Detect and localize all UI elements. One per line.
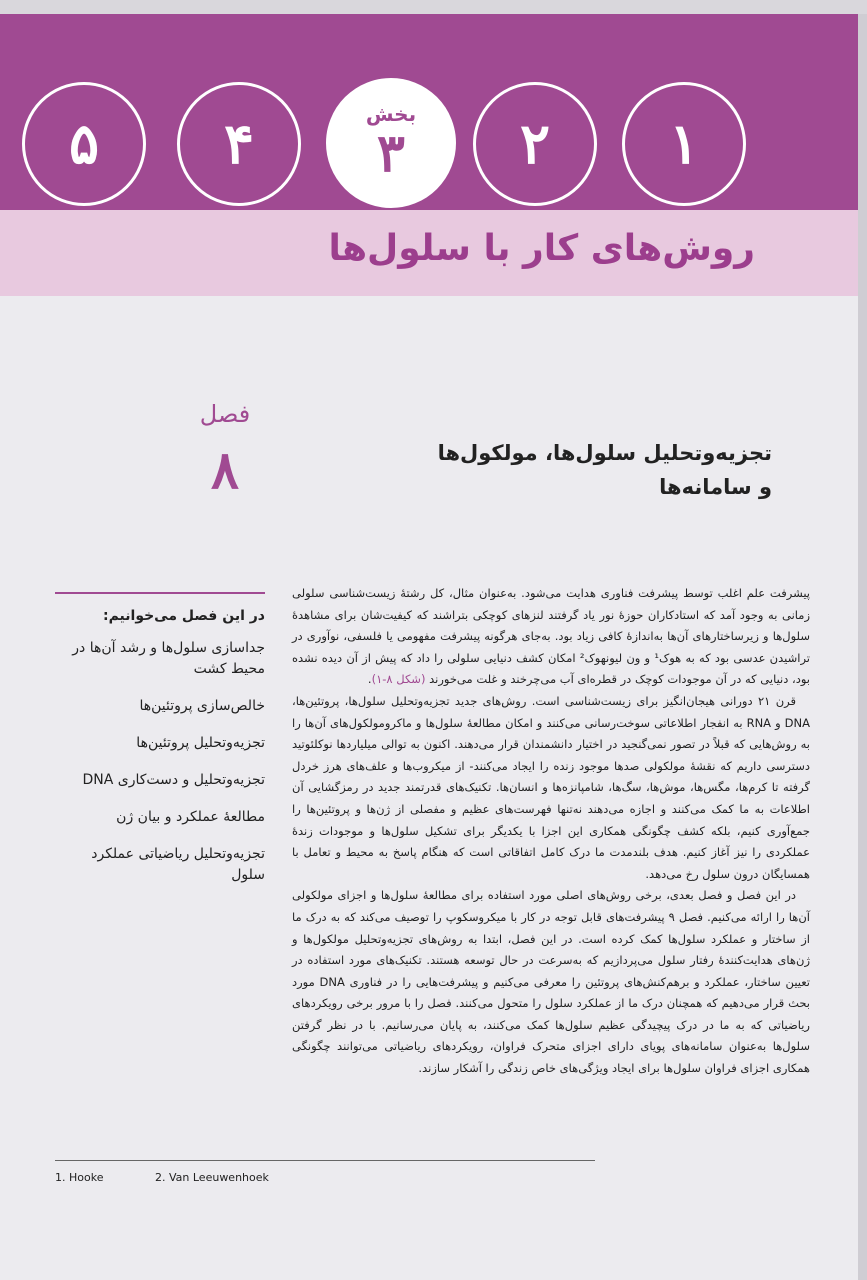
sidebar-heading: در این فصل می‌خوانیم: (102, 608, 265, 624)
chapter-label: فصل (199, 400, 251, 428)
part-number: ۳ (377, 123, 405, 184)
page-fold-edge (858, 14, 867, 1280)
sidebar-item: تجزیه‌وتحلیل ریاضیاتی عملکرد سلول (91, 846, 265, 883)
paragraph-1 (292, 583, 810, 691)
chapter-title (252, 436, 772, 504)
sidebar-item: مطالعهٔ عملکرد و بیان ژن (116, 809, 265, 825)
paragraph-3: در این فصل و فصل بعدی، برخی روش‌های اصلی مورد استفاده برای مطالعهٔ سلول‌ها و اجزای مولکولی آن‌ها را ارائه می‌کنیم. فصل ۹ پیشرفت‌های قابل توجه در کار با میکروسکوپ را توصیف می‌کند که به درک ما از ساختار و عملکرد سلول‌ها کمک کرده است. در این فصل، ابتدا به روش‌های تجزیه‌وتحلیل مولکول‌ها و ژن‌های هدایت‌کنندهٔ رفتار سلول می‌پردازیم که به‌سرعت در حال توسعه هستند. تکنیک‌های مورد استفاده در تعیین ساختار، عملکرد و برهم‌کنش‌های پروتئین را معرفی می‌کنیم و پیشرفت‌هایی را در فناوری DNA مورد بحث قرار می‌دهیم که همچنان درک ما از عملکرد سلول را متحول می‌کنند. فصل را با مرور برخی رویکردهای ریاضیاتی که به ما در درک پیچیدگی عظیم سلول‌ها کمک می‌کنند، به پایان می‌رسانیم. با در نظر گرفتن سلول‌ها به‌عنوان سامانه‌های پویای دارای اجزای متحرک فراوان، رویکردهای ریاضیاتی می‌توانند چگونگی همکاری اجزای فراوان سلول‌ها برای ایجاد ویژگی‌های خاص زندگی را آشکار سازند. (292, 888, 811, 1076)
chapter-contents-sidebar (55, 592, 265, 902)
part-circle-3-active (326, 78, 456, 208)
page-top-edge (0, 0, 867, 14)
part-title: روش‌های کار با سلول‌ها (328, 228, 755, 269)
sidebar-item: جداسازی سلول‌ها و رشد آن‌ها در محیط کشت (72, 640, 265, 677)
part-circle-4 (177, 82, 301, 206)
part-number: ۱ (668, 111, 700, 177)
part-circle-1 (622, 82, 746, 206)
footnote-2: 2. Van Leeuwenhoek (155, 1171, 269, 1184)
paragraph-2: قرن ۲۱ دورانی هیجان‌انگیز برای زیست‌شناسی است. روش‌های جدید تجزیه‌وتحلیل سلول‌ها، پروتئین‌ها، DNA و RNA به انفجار اطلاعاتی سوخت‌رسانی می‌کنند و امکان مطالعهٔ سلول‌ها و ماکرومولکول‌های آن‌ها را به روش‌هایی که قبلاً در تصور نمی‌گنجید در اختیار دانشمندان قرار می‌دهند. اکنون به توالی میلیاردها نوکلئوتید دسترسی داریم که نقشهٔ مولکولی صدها موجود زنده را ایجاد می‌کنند- از میکروب‌ها و علف‌های هرز خردل گرفته تا کرم‌ها، مگس‌ها، موش‌ها، سگ‌ها، شامپانزه‌ها و انسان‌ها. تکنیک‌های قدرتمند جدید در رمزگشایی آن اطلاعات به ما کمک می‌کنند و اجازه می‌دهند نه‌تنها فهرست‌های عظیم و مفصلی از ژن‌ها و پروتئین‌ها را جمع‌آوری کنیم، بلکه کشف چگونگی همکاری این اجزا با یکدیگر برای تشکیل سلول‌ها و موجودات زندهٔ عملکردی را نیز آغاز کنیم. هدف بلندمدت ما درک کامل اتفاقاتی است که هنگام پاسخ به محیط و تعامل با همسایگان درون سلول رخ می‌دهد. (292, 693, 810, 881)
figure-reference: (شکل ۸-۱) (371, 672, 426, 687)
footnote-1: 1. Hooke (55, 1171, 104, 1184)
body-text (292, 583, 810, 1080)
chapter-title-line2: و سامانه‌ها (659, 475, 772, 499)
paragraph-end: . (367, 672, 372, 687)
part-circle-2 (473, 82, 597, 206)
part-number: ۴ (223, 111, 255, 177)
chapter-title-line1: تجزیه‌وتحلیل سلول‌ها، مولکول‌ها (437, 441, 772, 465)
sidebar-divider (55, 592, 265, 594)
part-number: ۵ (68, 111, 100, 177)
part-caption: بخش (365, 102, 417, 126)
sidebar-item: خالص‌سازی پروتئین‌ها (139, 698, 265, 714)
chapter-number: ۸ (211, 440, 239, 501)
paragraph-text: پیشرفت علم اغلب توسط پیشرفت فناوری هدایت می‌شود. به‌عنوان مثال، کل رشتهٔ زیست‌شناسی سلولی زمانی به وجود آمد که استادکاران حوزهٔ نور یاد گرفتند لنزهای کوچکی بتراشند که کیفیت‌شان برای مشاهدهٔ سلول‌ها و زیرساختارهای آن‌ها به‌اندازهٔ کافی زیاد بود. به‌جای هرگونه پیشرفت مفهومی یا فلسفی، نوآوری در تراشیدن عدسی بود که به هوک¹ و ون لیونهوک² امکان کشف دنیایی سلولی را داد که پیش از آن دیده نشده بود، دنیایی که در آن موجودات کوچک در قطره‌ای آب می‌چرخند و غلت می‌خورند (292, 586, 811, 687)
footnote-divider (55, 1160, 595, 1161)
sidebar-item: تجزیه‌وتحلیل و دست‌کاری DNA (82, 772, 265, 788)
sidebar-item: تجزیه‌وتحلیل پروتئین‌ها (136, 735, 265, 751)
part-circle-5 (22, 82, 146, 206)
part-number: ۲ (519, 111, 551, 177)
